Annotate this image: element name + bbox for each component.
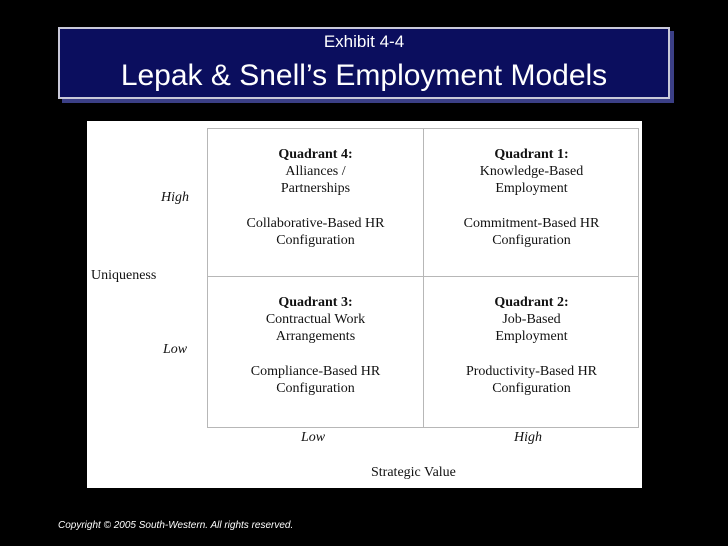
- quadrant-4: [208, 129, 423, 276]
- exhibit-number: Exhibit 4-4: [323, 32, 405, 51]
- quadrant-1-line2: Employment: [495, 181, 568, 196]
- x-low-label: Low: [301, 430, 326, 445]
- quadrant-2-title: Quadrant 2:: [494, 295, 569, 310]
- quadrant-3: [208, 277, 423, 424]
- quadrant-3-line2: Arrangements: [275, 329, 356, 344]
- matrix-panel: [87, 121, 642, 488]
- quadrant-2-config2: Configuration: [492, 381, 571, 396]
- quadrant-2-config1: Productivity-Based HR: [465, 364, 598, 379]
- quadrant-grid: [207, 128, 639, 428]
- quadrant-3-title: Quadrant 3:: [278, 295, 353, 310]
- quadrant-4-config1: Collaborative-Based HR: [246, 216, 385, 231]
- quadrant-4-title: Quadrant 4:: [278, 147, 353, 162]
- quadrant-1: [424, 129, 639, 276]
- quadrant-2: [424, 277, 639, 424]
- quadrant-2-line1: Job-Based: [502, 312, 561, 327]
- copyright-notice: Copyright © 2005 South-Western. All rights reserved.: [58, 520, 294, 531]
- quadrant-1-config2: Configuration: [492, 233, 571, 248]
- quadrant-3-config2: Configuration: [276, 381, 355, 396]
- y-high-label: High: [161, 190, 189, 205]
- quadrant-4-config2: Configuration: [276, 233, 355, 248]
- quadrant-1-config1: Commitment-Based HR: [463, 216, 600, 231]
- y-low-label: Low: [163, 342, 188, 357]
- quadrant-3-config1: Compliance-Based HR: [250, 364, 381, 379]
- quadrant-4-line2: Partnerships: [280, 181, 351, 196]
- quadrant-3-line1: Contractual Work: [265, 312, 366, 327]
- quadrant-4-line1: Alliances /: [285, 164, 346, 179]
- quadrant-1-line1: Knowledge-Based: [479, 164, 584, 179]
- x-high-label: High: [514, 430, 542, 445]
- quadrant-1-title: Quadrant 1:: [494, 147, 569, 162]
- slide-title: Lepak & Snell’s Employment Models: [120, 59, 608, 92]
- x-axis-label: Strategic Value: [371, 465, 456, 480]
- title-banner: [58, 27, 670, 99]
- y-axis-label: Uniqueness: [91, 268, 157, 283]
- quadrant-2-line2: Employment: [495, 329, 568, 344]
